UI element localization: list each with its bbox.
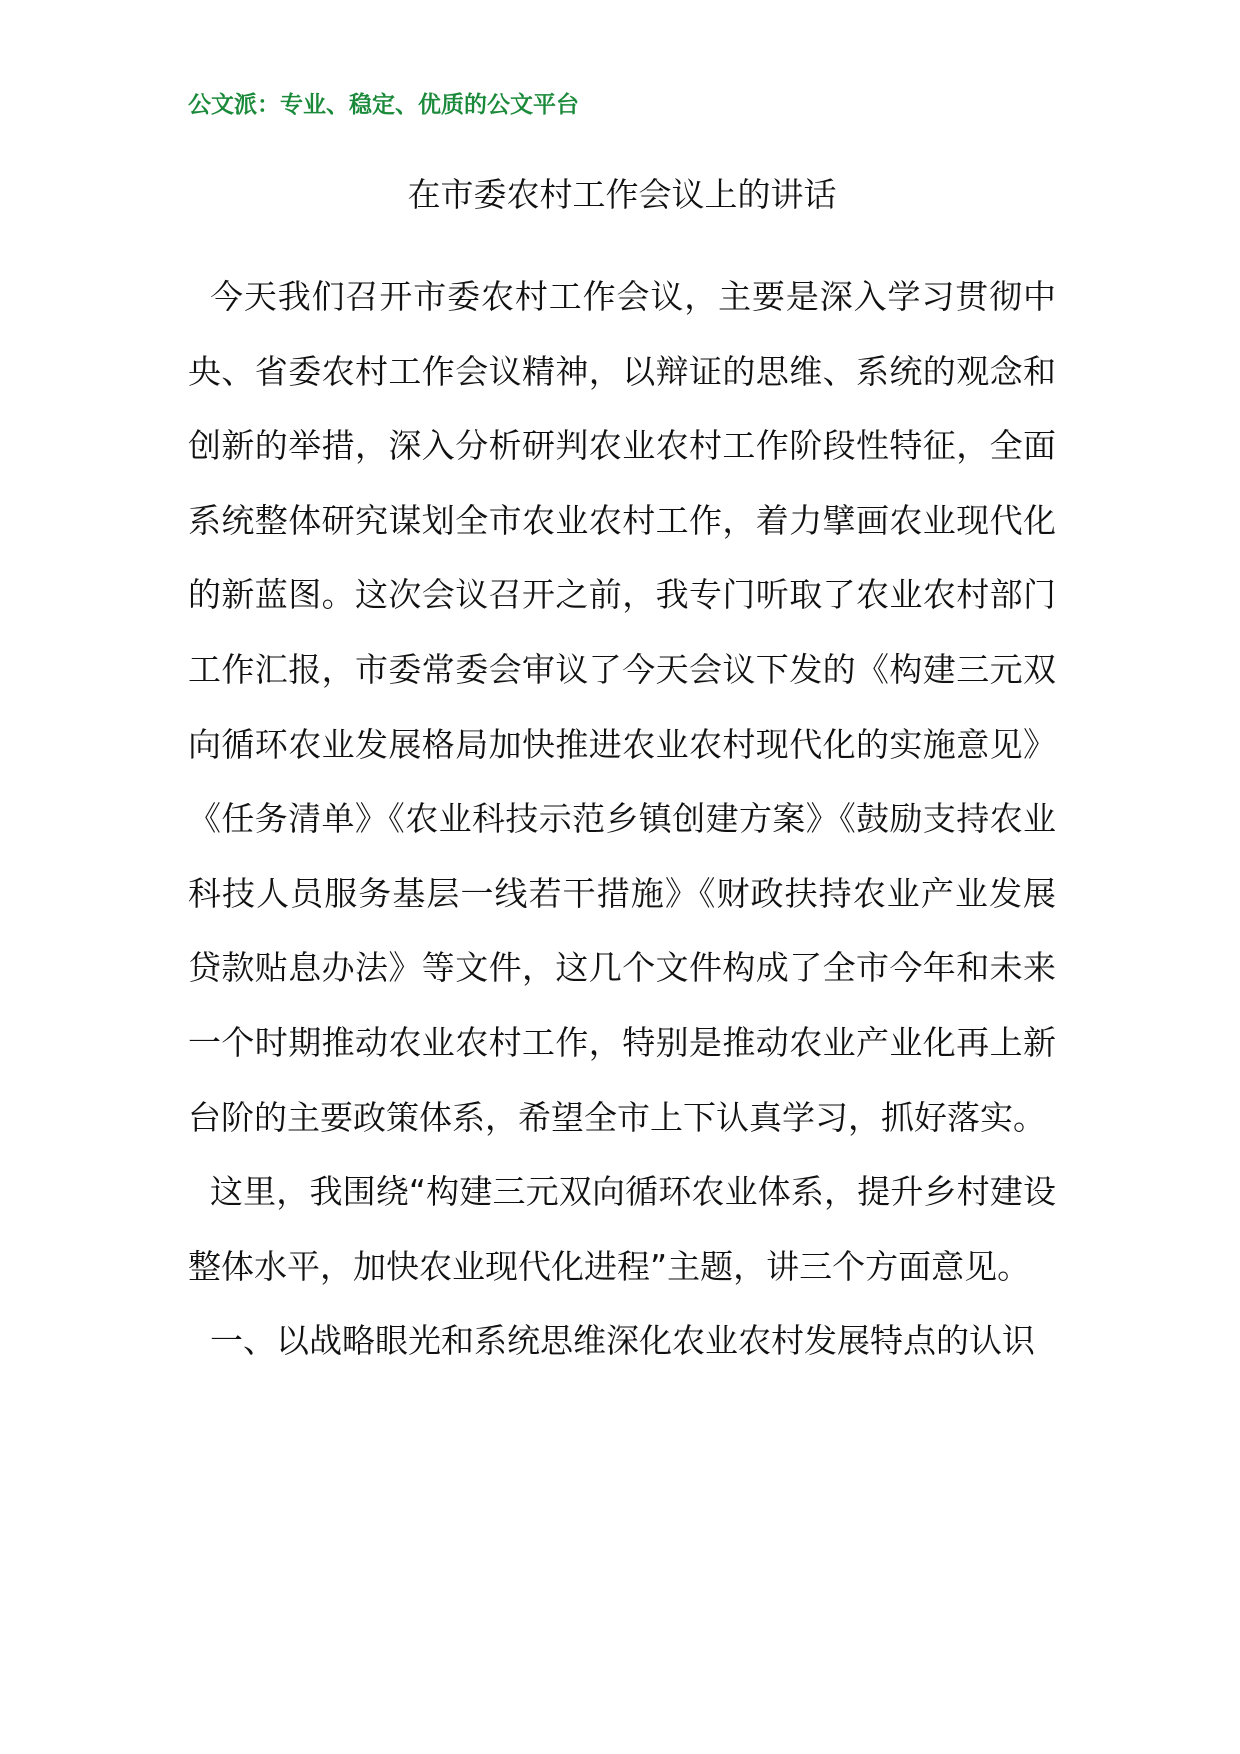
section-heading-one: 一、以战略眼光和系统思维深化农业农村发展特点的认识	[210, 1321, 1035, 1361]
platform-tagline: 公文派：专业、稳定、优质的公文平台	[188, 92, 579, 118]
body-paragraph-theme: 这里，我围绕“构建三元双向循环农业体系，提升乡村建设整体水平，加快农业现代化进程”主题，讲三个方面意见。	[188, 1172, 1056, 1286]
body-paragraph-intro: 今天我们召开市委农村工作会议，主要是深入学习贯彻中央、省委农村工作会议精神，以辩证的思维、系统的观念和创新的举措，深入分析研判农业农村工作阶段性特征，全面系统整体研究谋划全市农业农村工作，着力擘画农业现代化的新蓝图。这次会议召开之前，我专门听取了农业农村部门工作汇报，市委常委会审议了今天会议下发的《构建三元双向循环农业发展格局加快推进农业农村现代化的实施意见》《任务清单》《农业科技示范乡镇创建方案》《鼓励支持农业科技人员服务基层一线若干措施》《财政扶持农业产业发展贷款贴息办法》等文件，这几个文件构成了全市今年和未来一个时期推动农业农村工作，特别是推动农业产业化再上新台阶的主要政策体系，希望全市上下认真学习，抓好落实。	[188, 277, 1056, 1137]
document-body	[188, 260, 1056, 1379]
document-title: 在市委农村工作会议上的讲话	[407, 175, 837, 214]
